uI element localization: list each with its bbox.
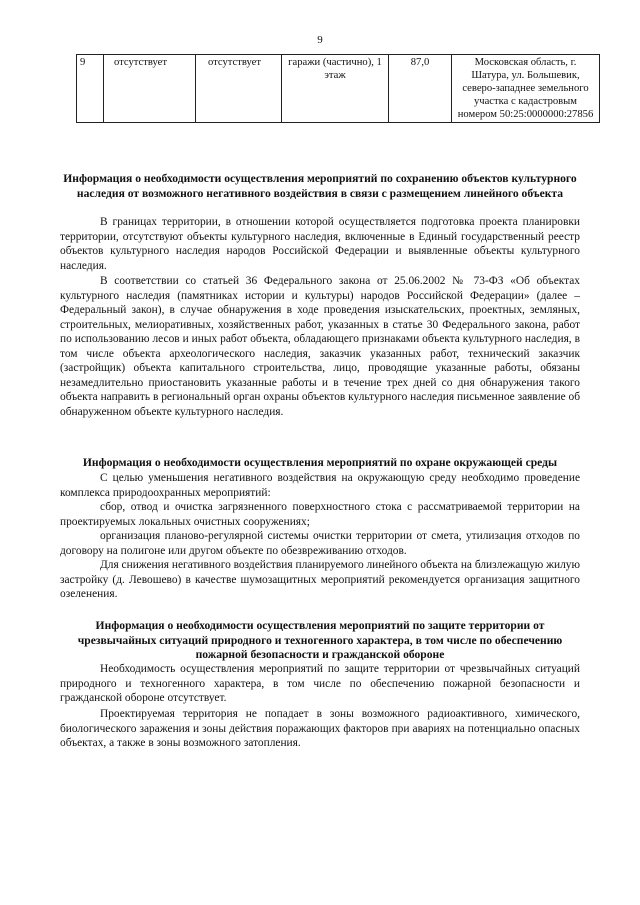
paragraph: В границах территории, в отношении которой осуществляется подготовка проекта планировки территории, отсутствуют объекты культурного наследия, включенные в Единый государственный реестр объектов культурного наследия народов Российской Федерации и выявленные объекты культурного наследия. (60, 216, 580, 272)
table-cell-area: 87,0 (389, 55, 452, 123)
paragraph: Необходимость осуществления мероприятий по защите территории от чрезвычайных ситуаций природного и техногенного характера, в том числе по обеспечению пожарной безопасности и гражданской обороне отсутствует. (60, 663, 580, 704)
paragraph: сбор, отвод и очистка загрязненного поверхностного стока с рассматриваемой территории на проектируемых локальных очистных сооружениях; (60, 501, 580, 528)
table-cell: отсутствует (196, 55, 282, 123)
page-number: 9 (317, 34, 323, 46)
section-title-cultural-heritage: Информация о необходимости осуществления мероприятий по сохранению объектов культурного наследия от возможного негативного воздействия в связи с размещением линейного объекта (63, 172, 577, 200)
data-table (76, 54, 600, 123)
section-title-emergency-protection: Информация о необходимости осуществления мероприятий по защите территории от чрезвычайных ситуаций природного и техногенного характера, в том числе по обеспечению пожарной безопасности и гражданской обороне (77, 619, 563, 661)
paragraph: Для снижения негативного воздействия планируемого линейного объекта на близлежащую жилую застройку (д. Левошево) в качестве шумозащитных мероприятий рекомендуется организация защитного озеленения. (60, 559, 580, 600)
table-cell: гаражи (частично), 1 этаж (282, 55, 389, 123)
paragraph: С целью уменьшения негативного воздействия на окружающую среду необходимо проведение комплекса природоохранных мероприятий: (60, 472, 580, 499)
table-cell: отсутствует (104, 55, 196, 123)
table-row (77, 55, 600, 123)
section-title-environment: Информация о необходимости осуществления мероприятий по охране окружающей среды (82, 456, 558, 469)
paragraph: организация планово-регулярной системы очистки территории от смета, утилизация отходов по договору на полигоне или другом объекте по обезвреживанию отходов. (60, 530, 580, 557)
table-cell-location: Московская область, г. Шатура, ул. Большевик, северо-западнее земельного участка с кадастровым номером 50:25:0000000:27856 (452, 55, 600, 123)
paragraph: В соответствии со статьей 36 Федерального закона от 25.06.2002 № 73-ФЗ «Об объектах культурного наследия (памятниках истории и культуры) народов Российской Федерации» (далее – Федеральный закон), в случае обнаружения в ходе проведения изыскательских, проектных, земляных, строительных, мелиоративных, хозяйственных работ, указанных в статье 30 Федерального закона, работ по использованию лесов и иных работ объекта, обладающего признаками объекта культурного наследия, в том числе объекта археологического наследия, заказчик указанных работ, технический заказчик (застройщик) объекта капитального строительства, лицо, проводящие указанные работы, обязаны незамедлительно приостановить указанные работы и в течение трех дней со дня обнаружения такого объекта направить в региональный орган охраны объектов культурного наследия письменное заявление об обнаруженном объекте культурного наследия. (60, 275, 580, 418)
table-cell-number: 9 (77, 55, 104, 123)
paragraph: Проектируемая территория не попадает в зоны возможного радиоактивного, химического, биологического заражения и зоны действия поражающих факторов при авариях на потенциально опасных объектах, а также в зоны возможного затопления. (60, 708, 580, 749)
